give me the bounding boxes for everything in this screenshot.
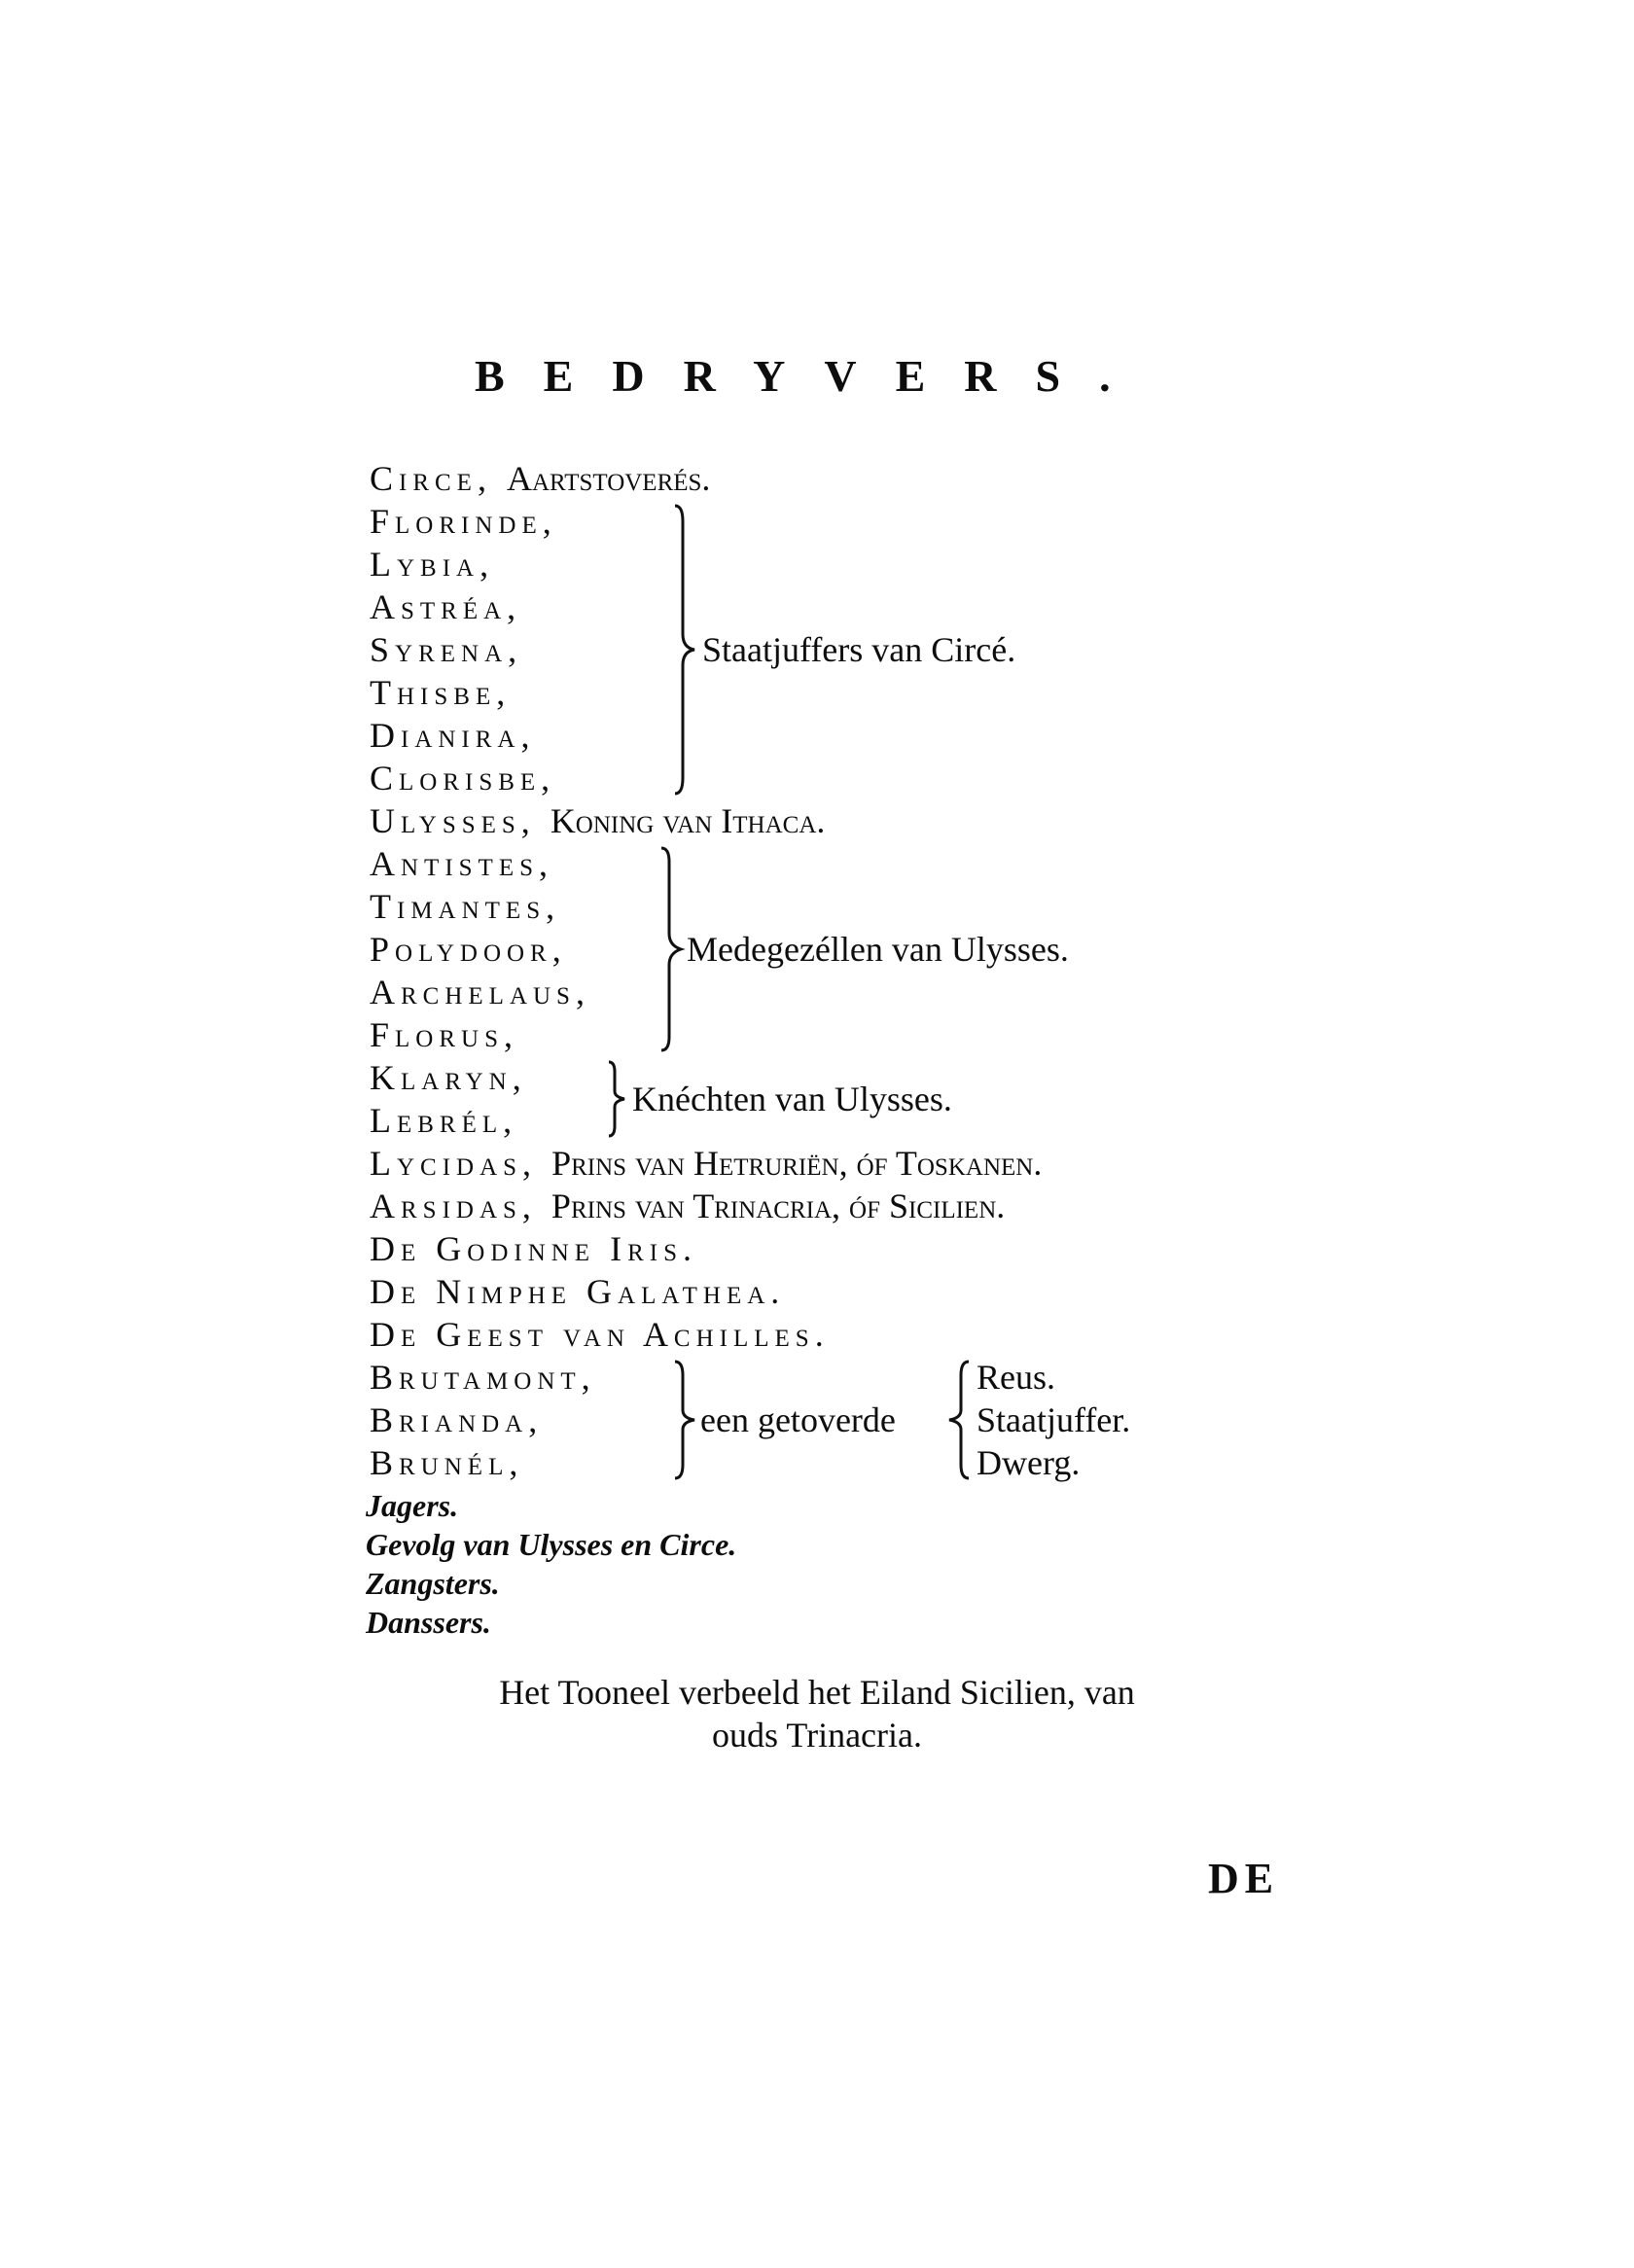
cast-name: Dianira, [370,716,536,755]
group-middle-label: een getoverde [700,1400,896,1439]
cast-name: Astréa, [370,587,522,626]
cast-name: Syrena, [370,630,523,669]
cast-name: Lebrél, [370,1101,518,1140]
catchword: DE [1208,1855,1280,1902]
extras-line: Gevolg van Ulysses en Circe. [366,1527,737,1562]
cast-name: Brianda, [370,1400,544,1439]
cast-iris: De Godinne Iris. [370,1229,697,1268]
cast-name: Brutamont, [370,1358,596,1397]
group-role: Reus. [977,1358,1055,1397]
group-label-knechten: Knéchten van Ulysses. [632,1080,952,1118]
character-description: Aartstoverés. [506,459,711,498]
cast-name: Polydoor, [370,930,567,969]
cast-name: Klaryn, [370,1058,527,1097]
right-brace-icon [657,844,687,1054]
cast-circe [370,457,710,500]
character-name: Lycidas, [370,1144,538,1183]
left-brace-icon [945,1358,973,1482]
right-brace-icon [605,1058,628,1140]
scene-line: ouds Trinacria. [712,1716,922,1754]
character-name: Arsidas, [370,1187,537,1225]
extras-line: Danssers. [366,1605,491,1640]
cast-name: Thisbe, [370,673,512,712]
character-name: Ulysses, [370,801,536,840]
group-role: Staatjuffer. [977,1400,1131,1439]
cast-name: Archelaus, [370,973,590,1011]
cast-ulysses [370,799,825,842]
group-label-medegezellen: Medegezéllen van Ulysses. [687,930,1069,969]
right-brace-icon [671,1358,698,1482]
cast-name: Antistes, [370,844,553,883]
cast-name: Florinde, [370,502,557,541]
extras-line: Jagers. [366,1488,459,1523]
character-description: Prins van Trinacria, óf Sicilien. [551,1187,1006,1225]
right-brace-icon [671,502,700,797]
cast-achilles: De Geest van Achilles. [370,1315,830,1354]
scene-line: Het Tooneel verbeeld het Eiland Sicilien, van [499,1673,1135,1712]
cast-galathea: De Nimphe Galathea. [370,1272,786,1311]
group-role: Dwerg. [977,1443,1081,1482]
cast-name: Lybia, [370,545,495,584]
group-label-staatjuffers: Staatjuffers van Circé. [702,630,1016,669]
cast-name: Brunél, [370,1443,524,1482]
character-description: Koning van Ithaca. [550,801,826,840]
cast-name: Timantes, [370,887,561,926]
cast-arsidas [370,1185,1005,1227]
character-description: Prins van Hetruriën, óf Toskanen. [551,1144,1043,1183]
cast-name: Clorisbe, [370,759,556,797]
character-name: Circe, [370,459,492,498]
extras-line: Zangsters. [366,1566,500,1601]
cast-lycidas [370,1142,1042,1185]
cast-name: Florus, [370,1015,518,1054]
page-title: BEDRYVERS. [475,351,1150,401]
